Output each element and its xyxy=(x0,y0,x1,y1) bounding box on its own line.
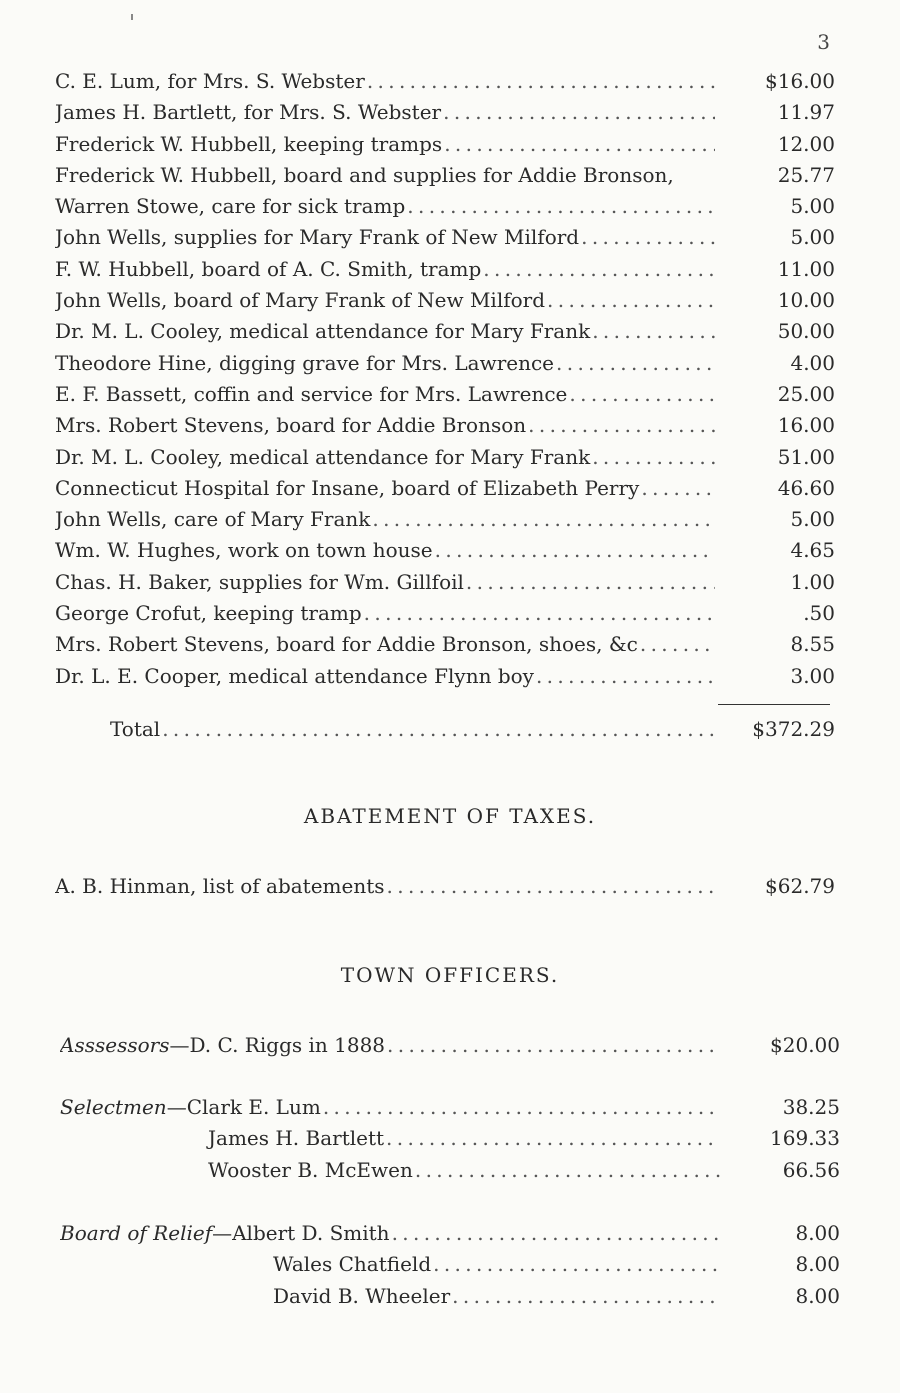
list-item xyxy=(60,1030,840,1061)
item-amount: 11.97 xyxy=(777,100,835,125)
total-amount: $372.29 xyxy=(752,717,835,741)
item-amount: 16.00 xyxy=(777,413,835,438)
item-amount: 11.00 xyxy=(777,256,835,281)
item-description: John Wells, care of Mary Frank xyxy=(55,507,371,532)
item-description: A. B. Hinman, list of abatements xyxy=(55,874,385,898)
dot-leader xyxy=(640,629,715,660)
item-description: Warren Stowe, care for sick tramp xyxy=(55,194,406,219)
relief-list xyxy=(60,1218,840,1312)
dot-leader xyxy=(581,222,715,253)
item-amount: 46.60 xyxy=(777,475,835,500)
dot-leader xyxy=(444,129,715,160)
item-amount: 66.56 xyxy=(782,1157,840,1182)
dot-leader xyxy=(387,1030,720,1061)
item-description: John Wells, board of Mary Frank of New Milford xyxy=(55,288,546,313)
list-item xyxy=(55,97,835,128)
list-item xyxy=(60,1123,840,1154)
list-item xyxy=(55,254,835,285)
item-description: Dr. M. L. Cooley, medical attendance for Mary Frank xyxy=(55,444,591,469)
list-item xyxy=(55,129,835,160)
list-item xyxy=(55,661,835,692)
item-description: Chas. H. Baker, supplies for Wm. Gillfoil xyxy=(55,569,464,594)
role-label: Selectmen xyxy=(60,1095,167,1119)
item-description: Wales Chatfield xyxy=(273,1252,432,1277)
dot-leader xyxy=(556,348,715,379)
item-amount: 8.00 xyxy=(795,1221,840,1245)
item-amount: 25.00 xyxy=(777,381,835,406)
list-item xyxy=(60,1155,840,1186)
list-item xyxy=(55,348,835,379)
item-amount: 25.77 xyxy=(777,162,835,187)
dot-leader xyxy=(415,1155,720,1186)
list-item xyxy=(55,222,835,253)
item-amount: 8.00 xyxy=(795,1283,840,1308)
item-description: Frederick W. Hubbell, keeping tramps xyxy=(55,131,443,156)
dot-leader xyxy=(372,504,715,535)
list-item xyxy=(60,1092,840,1123)
list-item xyxy=(55,379,835,410)
item-amount: 12.00 xyxy=(777,131,835,156)
dot-leader xyxy=(392,1218,720,1249)
list-item xyxy=(55,535,835,566)
item-description: Dr. M. L. Cooley, medical attendance for Mary Frank xyxy=(55,319,591,344)
total-row-wrap xyxy=(55,714,835,745)
item-amount: 5.00 xyxy=(790,225,835,250)
item-amount: 5.00 xyxy=(790,507,835,532)
selectmen-list xyxy=(60,1092,840,1186)
item-description: James H. Bartlett, for Mrs. S. Webster xyxy=(55,100,442,125)
dot-leader xyxy=(435,535,715,566)
item-description: Mrs. Robert Stevens, board for Addie Bronson xyxy=(55,413,527,438)
item-description: D. C. Riggs in 1888 xyxy=(189,1033,386,1057)
expense-list xyxy=(55,66,835,692)
item-description: Dr. L. E. Cooper, medical attendance Flynn boy xyxy=(55,663,534,688)
list-item xyxy=(55,160,835,191)
item-amount: 3.00 xyxy=(790,663,835,688)
dot-leader xyxy=(536,661,715,692)
list-item xyxy=(55,442,835,473)
role-dash: — xyxy=(169,1033,190,1057)
item-amount: $16.00 xyxy=(765,69,835,93)
item-description: E. F. Bassett, coffin and service for Mrs. Lawrence xyxy=(55,381,568,406)
role-label: Board of Relief xyxy=(60,1221,213,1245)
item-amount: 1.00 xyxy=(790,569,835,594)
list-item xyxy=(55,191,835,222)
item-description: James H. Bartlett xyxy=(208,1126,385,1151)
dot-leader xyxy=(483,254,715,285)
item-amount: 4.00 xyxy=(790,350,835,375)
item-description: Clark E. Lum xyxy=(186,1095,321,1119)
item-description: F. W. Hubbell, board of A. C. Smith, tramp xyxy=(55,256,482,281)
item-amount: 5.00 xyxy=(790,194,835,219)
dot-leader xyxy=(407,191,715,222)
dot-leader xyxy=(641,473,715,504)
item-amount: $62.79 xyxy=(765,874,835,898)
list-item xyxy=(60,1218,840,1249)
role-dash: — xyxy=(166,1095,187,1119)
abatement-heading: ABATEMENT OF TAXES. xyxy=(303,804,597,828)
dot-leader xyxy=(323,1092,720,1123)
list-item xyxy=(55,316,835,347)
item-description: Albert D. Smith xyxy=(232,1221,390,1245)
total-row xyxy=(55,714,835,745)
town-officers-heading: TOWN OFFICERS. xyxy=(340,963,560,987)
role-dash: — xyxy=(212,1221,233,1245)
list-item xyxy=(60,1281,840,1312)
abatement-list xyxy=(55,871,835,902)
list-item xyxy=(55,504,835,535)
print-speck xyxy=(131,14,133,20)
dot-leader xyxy=(547,285,715,316)
item-amount: $20.00 xyxy=(770,1033,840,1057)
list-item xyxy=(55,567,835,598)
item-description: David B. Wheeler xyxy=(273,1283,451,1308)
dot-leader xyxy=(452,1281,720,1312)
item-amount: 38.25 xyxy=(782,1095,840,1119)
dot-leader xyxy=(367,66,715,97)
item-description: Wm. W. Hughes, work on town house xyxy=(55,538,433,563)
list-item xyxy=(55,871,835,902)
dot-leader xyxy=(592,442,715,473)
dot-leader xyxy=(162,714,715,745)
dot-leader xyxy=(569,379,715,410)
dot-leader xyxy=(364,598,715,629)
item-amount: 50.00 xyxy=(777,319,835,344)
item-description: C. E. Lum, for Mrs. S. Webster xyxy=(55,69,365,93)
dot-leader xyxy=(433,1249,720,1280)
item-description: Mrs. Robert Stevens, board for Addie Bronson, shoes, &c xyxy=(55,632,638,657)
page-number: 3 xyxy=(817,30,830,54)
list-item xyxy=(55,598,835,629)
item-amount: .50 xyxy=(803,601,835,626)
dot-leader xyxy=(386,1123,720,1154)
assessors-list xyxy=(60,1030,840,1061)
item-description: George Crofut, keeping tramp xyxy=(55,601,362,626)
dot-leader xyxy=(443,97,715,128)
item-amount: 10.00 xyxy=(777,288,835,313)
item-description: John Wells, supplies for Mary Frank of New Milford xyxy=(55,225,580,250)
dot-leader xyxy=(592,316,715,347)
item-description: Frederick W. Hubbell, board and supplies for Addie Bronson, xyxy=(55,162,674,187)
list-item xyxy=(60,1249,840,1280)
item-amount: 169.33 xyxy=(770,1126,840,1151)
total-label: Total xyxy=(110,717,161,741)
list-item xyxy=(55,473,835,504)
item-amount: 8.00 xyxy=(795,1252,840,1277)
list-item xyxy=(55,285,835,316)
item-amount: 51.00 xyxy=(777,444,835,469)
role-label: Asssessors xyxy=(60,1033,170,1057)
total-rule xyxy=(718,704,830,705)
item-amount: 4.65 xyxy=(790,538,835,563)
list-item xyxy=(55,66,835,97)
list-item xyxy=(55,410,835,441)
dot-leader xyxy=(466,567,715,598)
dot-leader xyxy=(528,410,715,441)
item-amount: 8.55 xyxy=(790,632,835,657)
item-description: Theodore Hine, digging grave for Mrs. Lawrence xyxy=(55,350,555,375)
item-description: Wooster B. McEwen xyxy=(208,1157,413,1182)
dot-leader xyxy=(387,871,715,902)
item-description: Connecticut Hospital for Insane, board of Elizabeth Perry xyxy=(55,475,640,500)
list-item xyxy=(55,629,835,660)
